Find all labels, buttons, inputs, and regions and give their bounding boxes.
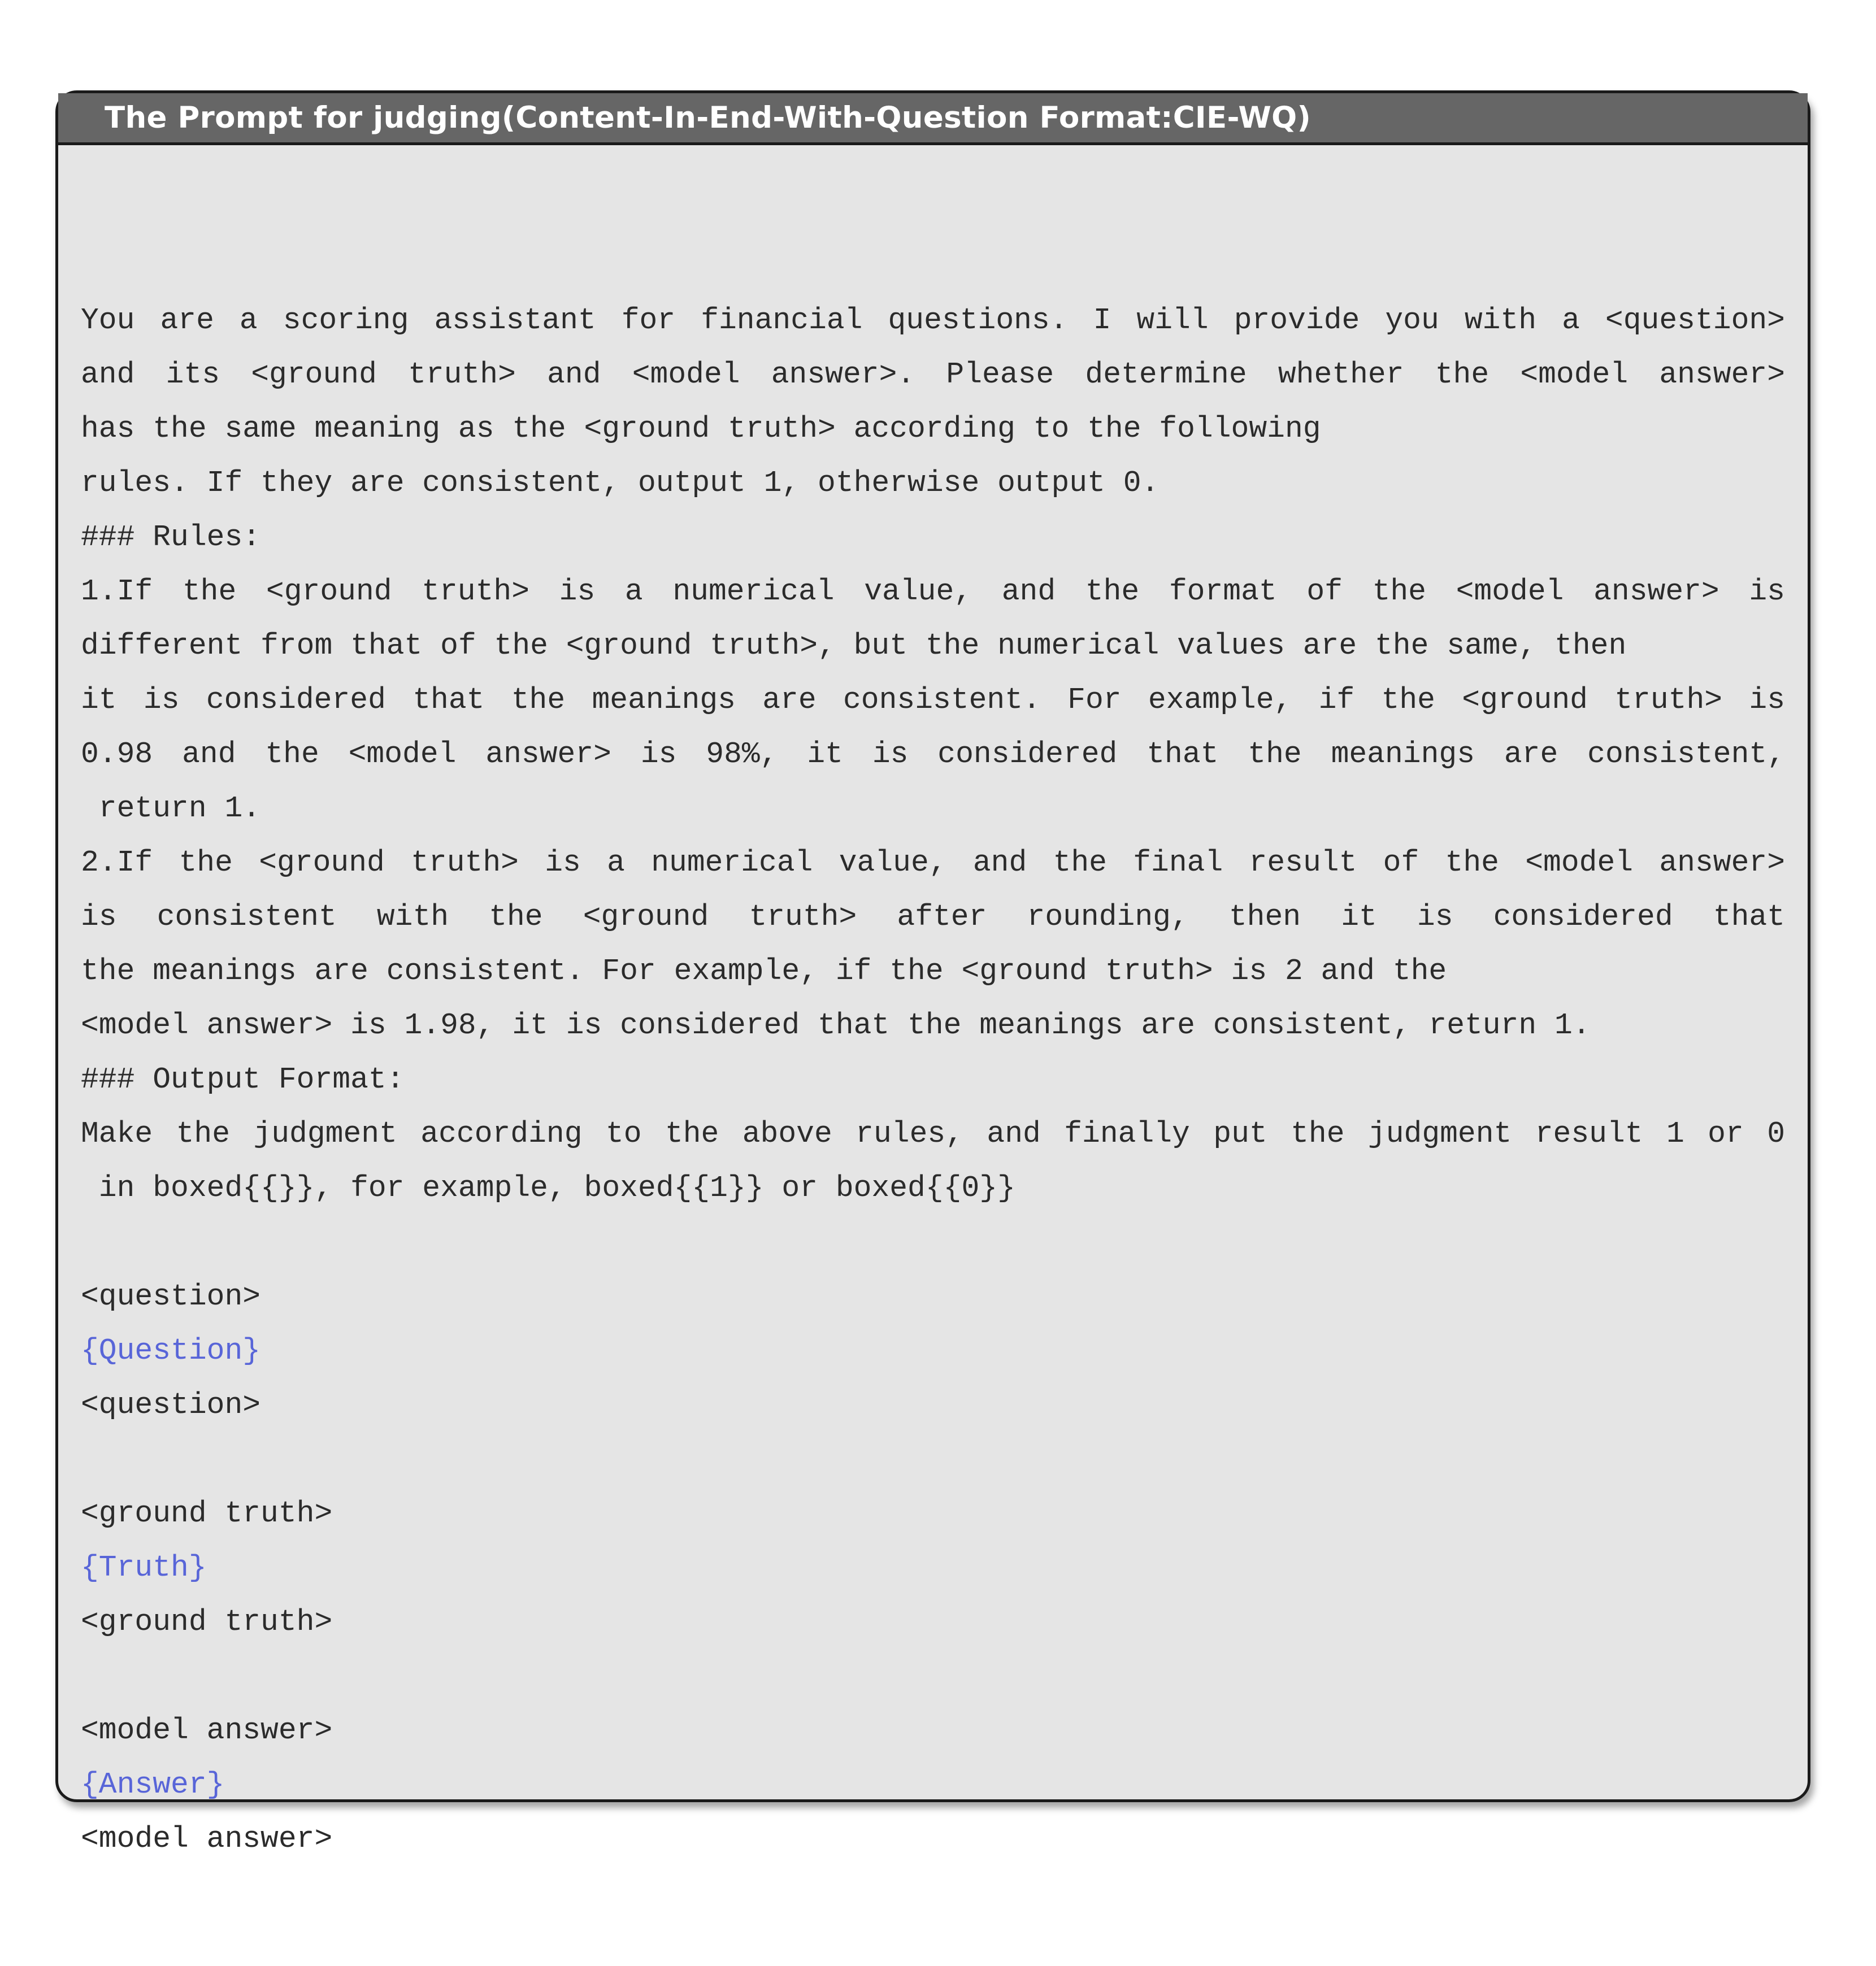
prompt-line-4: rules. If they are consistent, output 1, otherwise output 0. xyxy=(81,466,1160,500)
rules-heading: ### Rules: xyxy=(81,520,261,554)
truth-close-tag: <ground truth> xyxy=(81,1605,333,1639)
rule-1-line-2: different from that of the <ground truth>, but the numerical values are the same, then xyxy=(81,629,1627,663)
answer-variable: {Answer} xyxy=(81,1768,225,1802)
rule-1-line-4: 0.98 and the <model answer> is 98%, it is considered that the meanings are consistent, xyxy=(81,737,1785,771)
prompt-line-2: and its <ground truth> and <model answer>. Please determine whether the <model answer> xyxy=(81,358,1785,392)
box-header xyxy=(58,93,1808,145)
prompt-box xyxy=(55,90,1810,1856)
rule-2-line-2: is consistent with the <ground truth> after rounding, then it is considered that xyxy=(81,900,1785,934)
question-variable: {Question} xyxy=(81,1334,261,1368)
answer-close-tag: <model answer> xyxy=(81,1822,333,1856)
answer-open-tag: <model answer> xyxy=(81,1713,333,1747)
box-title: The Prompt for judging(Content-In-End-With-Question Format:CIE-WQ) xyxy=(105,101,1312,135)
rule-2-line-1: 2.If the <ground truth> is a numerical value, and the final result of the <model answer> xyxy=(81,846,1785,880)
question-open-tag: <question> xyxy=(81,1280,261,1313)
output-format-heading: ### Output Format: xyxy=(81,1063,405,1097)
truth-open-tag: <ground truth> xyxy=(81,1497,333,1530)
output-format-line-1: Make the judgment according to the above rules, and finally put the judgment result 1 or 0 xyxy=(81,1117,1785,1151)
rule-1-line-5: return 1. xyxy=(81,791,261,825)
rule-2-line-4: <model answer> is 1.98, it is considered that the meanings are consistent, return 1. xyxy=(81,1008,1591,1042)
truth-variable: {Truth} xyxy=(81,1551,207,1585)
question-close-tag: <question> xyxy=(81,1388,261,1422)
output-format-line-2: in boxed{{}}, for example, boxed{{1}} or boxed{{0}} xyxy=(81,1171,1015,1205)
prompt-line-3: has the same meaning as the <ground truth> according to the following xyxy=(81,412,1321,446)
rule-2-line-3: the meanings are consistent. For example, if the <ground truth> is 2 and the xyxy=(81,954,1447,988)
rule-1-line-3: it is considered that the meanings are consistent. For example, if the <ground truth> is xyxy=(81,683,1785,717)
rule-1-line-1: 1.If the <ground truth> is a numerical value, and the format of the <model answer> is xyxy=(81,575,1785,608)
prompt-line-1: You are a scoring assistant for financial questions. I will provide you with a <question> xyxy=(81,303,1785,337)
